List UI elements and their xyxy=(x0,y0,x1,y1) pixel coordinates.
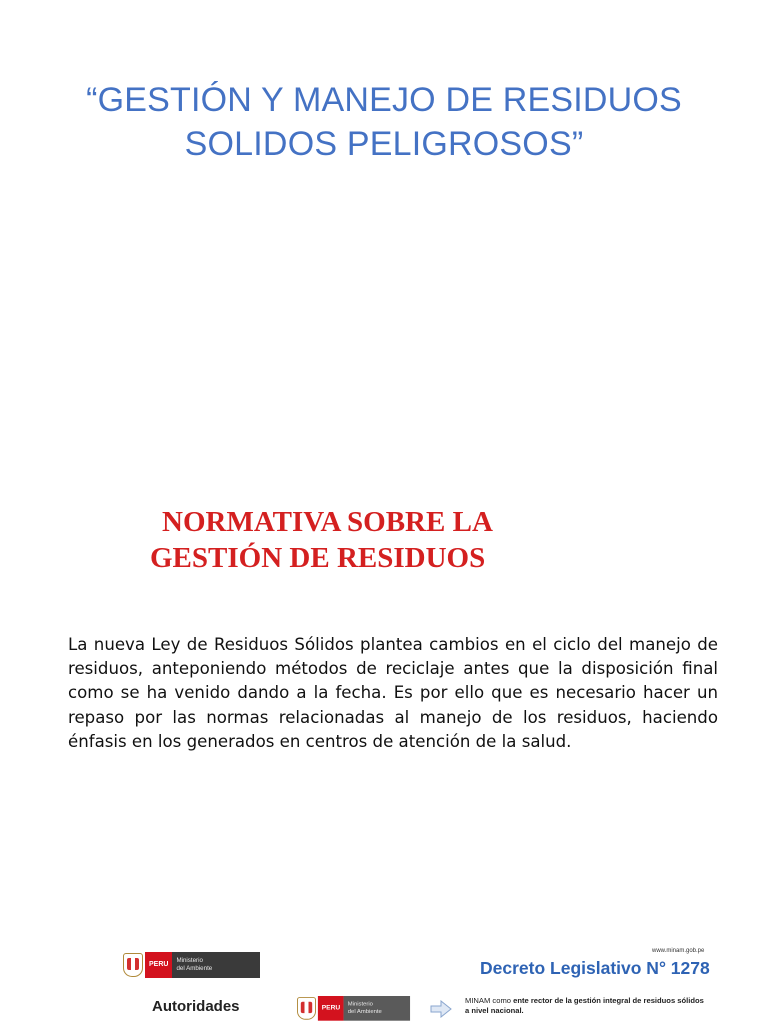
logo-ministerio-line-2-small: del Ambiente xyxy=(347,1007,382,1015)
logo-ministerio-label xyxy=(172,952,260,978)
peru-crest-icon xyxy=(297,997,316,1020)
minam-bold-text: ente rector de la gestión integral de residuos sólidos a nivel nacional. xyxy=(465,996,704,1015)
minam-description xyxy=(465,996,705,1016)
section-heading xyxy=(150,504,590,576)
document-title: “GESTIÓN Y MANEJO DE RESIDUOS SOLIDOS PELIGROSOS” xyxy=(86,81,682,163)
minam-prefix: MINAM como xyxy=(465,996,511,1005)
body-paragraph: La nueva Ley de Residuos Sólidos plantea cambios en el ciclo del manejo de residuos, anteponiendo métodos de reciclaje antes que la disposición final como se ha venido dando a la fecha. Es por ello que es necesario hacer un repaso por las normas relacionadas al manejo de los residuos, haciendo énfasis en los generados en centros de atención de la salud. xyxy=(68,635,718,751)
ministerio-logo xyxy=(123,952,260,978)
website-url: www.minam.gob.pe xyxy=(652,948,705,954)
logo-ministerio-line-1: Ministerio xyxy=(176,957,203,964)
logo-peru-label-small: PERU xyxy=(318,996,344,1021)
right-arrow-icon xyxy=(430,1000,452,1018)
logo-ministerio-label-small xyxy=(344,996,411,1021)
decreto-heading: Decreto Legislativo N° 1278 xyxy=(480,958,710,978)
logo-ministerio-line-1-small: Ministerio xyxy=(347,1000,373,1008)
logo-peru-label: PERU xyxy=(145,952,172,978)
peru-crest-icon xyxy=(123,953,143,977)
ministerio-logo-small xyxy=(297,996,410,1021)
section-heading-line-1: NORMATIVA SOBRE LA xyxy=(162,506,493,538)
autoridades-label: Autoridades xyxy=(152,998,240,1015)
section-heading-line-2: GESTIÓN DE RESIDUOS xyxy=(150,542,486,574)
footer-strip xyxy=(0,940,768,1024)
logo-ministerio-line-2: del Ambiente xyxy=(176,964,213,972)
